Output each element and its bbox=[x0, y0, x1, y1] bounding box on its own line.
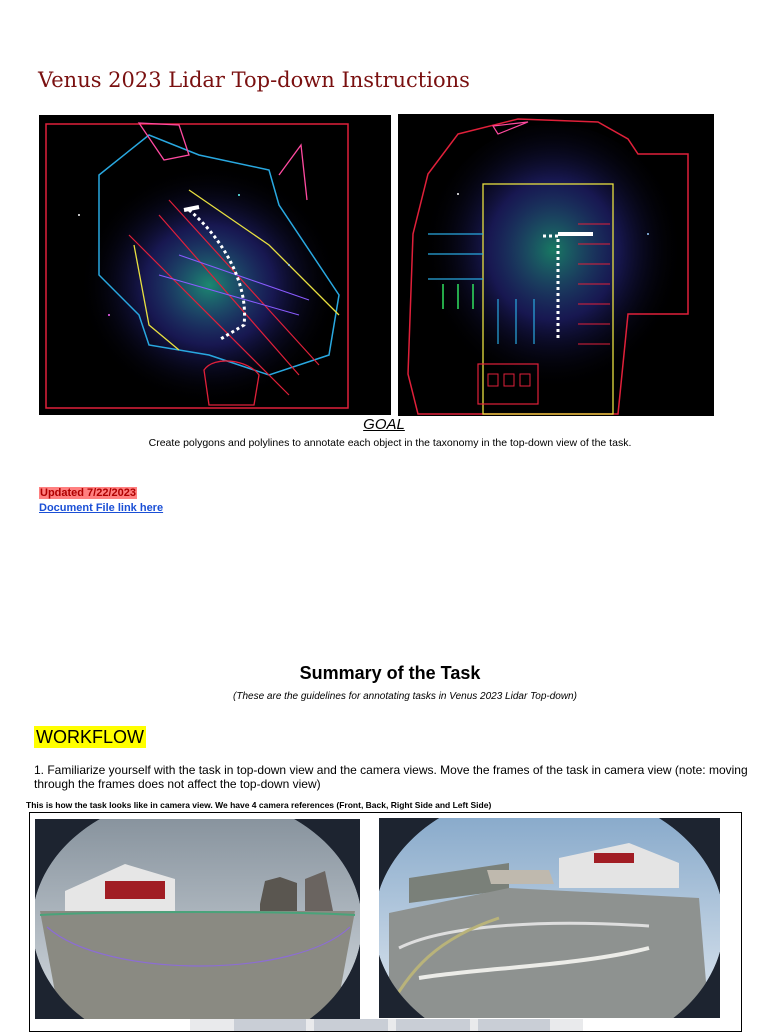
camera-thumbnail[interactable] bbox=[396, 1019, 470, 1032]
fisheye-camera-render-1 bbox=[35, 819, 360, 1019]
workflow-step-1: 1. Familiarize yourself with the task in top-down view and the camera views. Move the frames of the task in camera view (note: moving through the frames does not affect the top-down view) bbox=[34, 763, 748, 791]
camera-view-note: This is how the task looks like in camera view. We have 4 camera references (Front, Back, Right Side and Left Side) bbox=[26, 800, 492, 810]
camera-views-frame bbox=[29, 812, 742, 1032]
lidar-topdown-render-2 bbox=[398, 114, 714, 416]
camera-view-image-2 bbox=[379, 818, 720, 1018]
workflow-heading: WORKFLOW bbox=[36, 727, 144, 747]
summary-subtitle: (These are the guidelines for annotating tasks in Venus 2023 Lidar Top-down) bbox=[233, 691, 577, 702]
document-file-link[interactable]: Document File link here bbox=[39, 502, 164, 514]
fisheye-camera-render-2 bbox=[379, 818, 720, 1018]
updated-date-badge: Updated 7/22/2023 bbox=[40, 487, 136, 499]
lidar-topdown-image-2 bbox=[398, 114, 714, 416]
lidar-topdown-image-1 bbox=[39, 115, 391, 415]
goal-heading: GOAL bbox=[363, 416, 405, 433]
document-title: Venus 2023 Lidar Top-down Instructions bbox=[38, 68, 470, 92]
goal-description: Create polygons and polylines to annotate each object in the taxonomy in the top-down view of the task. bbox=[148, 437, 632, 449]
summary-heading: Summary of the Task bbox=[299, 663, 481, 683]
camera-thumbnail[interactable] bbox=[234, 1019, 306, 1032]
lidar-topdown-render-1 bbox=[39, 115, 391, 415]
camera-view-image-1 bbox=[35, 819, 360, 1019]
camera-thumbnail[interactable] bbox=[314, 1019, 388, 1032]
camera-thumbnail[interactable] bbox=[478, 1019, 550, 1032]
